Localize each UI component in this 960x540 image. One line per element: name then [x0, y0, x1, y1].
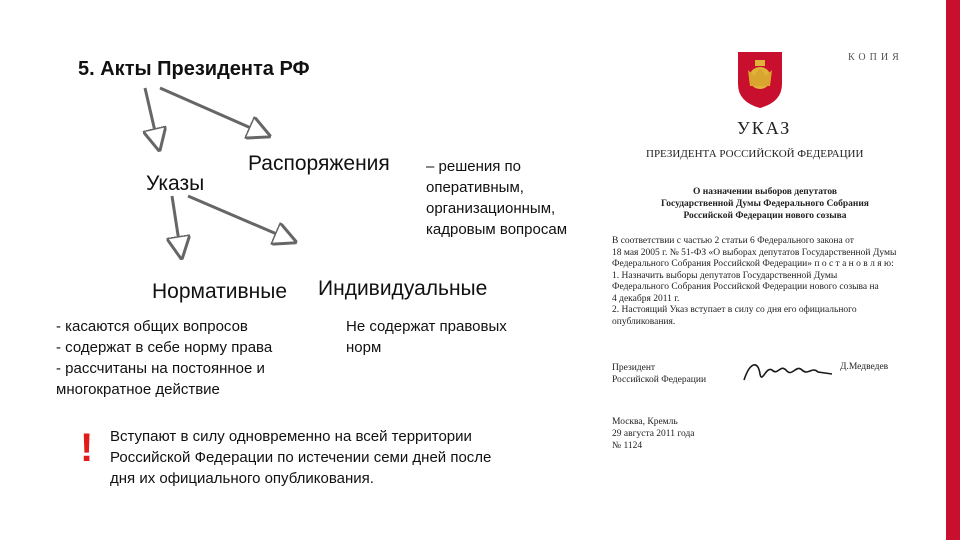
coat-of-arms-icon: [734, 50, 786, 110]
document-title: УКАЗ: [737, 118, 792, 138]
copy-mark: КОПИЯ: [848, 52, 903, 63]
entry-into-force-note: Вступают в силу одновременно на всей территории Российской Федерации по истечении семи дней после дня их официального опубликования.: [110, 428, 492, 487]
normativnye-points: - касаются общих вопросов - содержат в себе норму права - рассчитаны на постоянное и многократное действие: [56, 318, 273, 398]
normativnye-label: Нормативные: [152, 280, 288, 303]
rasporyazheniya-description: – решения по оперативным, организационным, кадровым вопросам: [426, 158, 568, 238]
document-place-date: Москва, Кремль 29 августа 2011 года № 1124: [612, 417, 695, 451]
decree-document: [600, 40, 930, 510]
arrow-to-rasporyazheniya: [160, 88, 260, 132]
document-body: В соответствии с частью 2 статьи 6 Федерального закона от 18 мая 2005 г. № 51-ФЗ «О выборах депутатов Государственной Думы Федерального Собрания Российской Федерации» п о с т а н о в л я ю: 1. Назначить выборы депутатов Государственной Думы Федерального Собрания Российской Федерации нового созыва на 4 декабря 2011 г. 2. Настоящий Указ вступает в силу со дня его официального опубликования.: [612, 236, 897, 327]
document-heading: О назначении выборов депутатов Государственной Думы Федерального Собрания Российской Федерации нового созыва: [661, 187, 869, 221]
arrow-to-normativnye: [172, 196, 180, 248]
signer-name: Д.Медведев: [840, 362, 889, 372]
arrows: [0, 0, 600, 300]
document-subtitle: ПРЕЗИДЕНТА РОССИЙСКОЙ ФЕДЕРАЦИИ: [646, 148, 864, 160]
individualnye-description: Не содержат правовых норм: [346, 318, 507, 356]
signer-title: Президент Российской Федерации: [612, 363, 707, 385]
ukazy-label: Указы: [146, 172, 205, 195]
rasporyazheniya-label: Распоряжения: [248, 152, 390, 175]
individualnye-label: Индивидуальные: [318, 277, 488, 300]
exclamation-icon: !: [80, 426, 94, 470]
slide-title: 5. Акты Президента РФ: [78, 58, 310, 80]
signature-icon: [740, 356, 836, 388]
arrow-to-individualnye: [188, 196, 286, 238]
arrow-to-ukazy: [145, 88, 157, 140]
accent-bar: [946, 0, 960, 540]
